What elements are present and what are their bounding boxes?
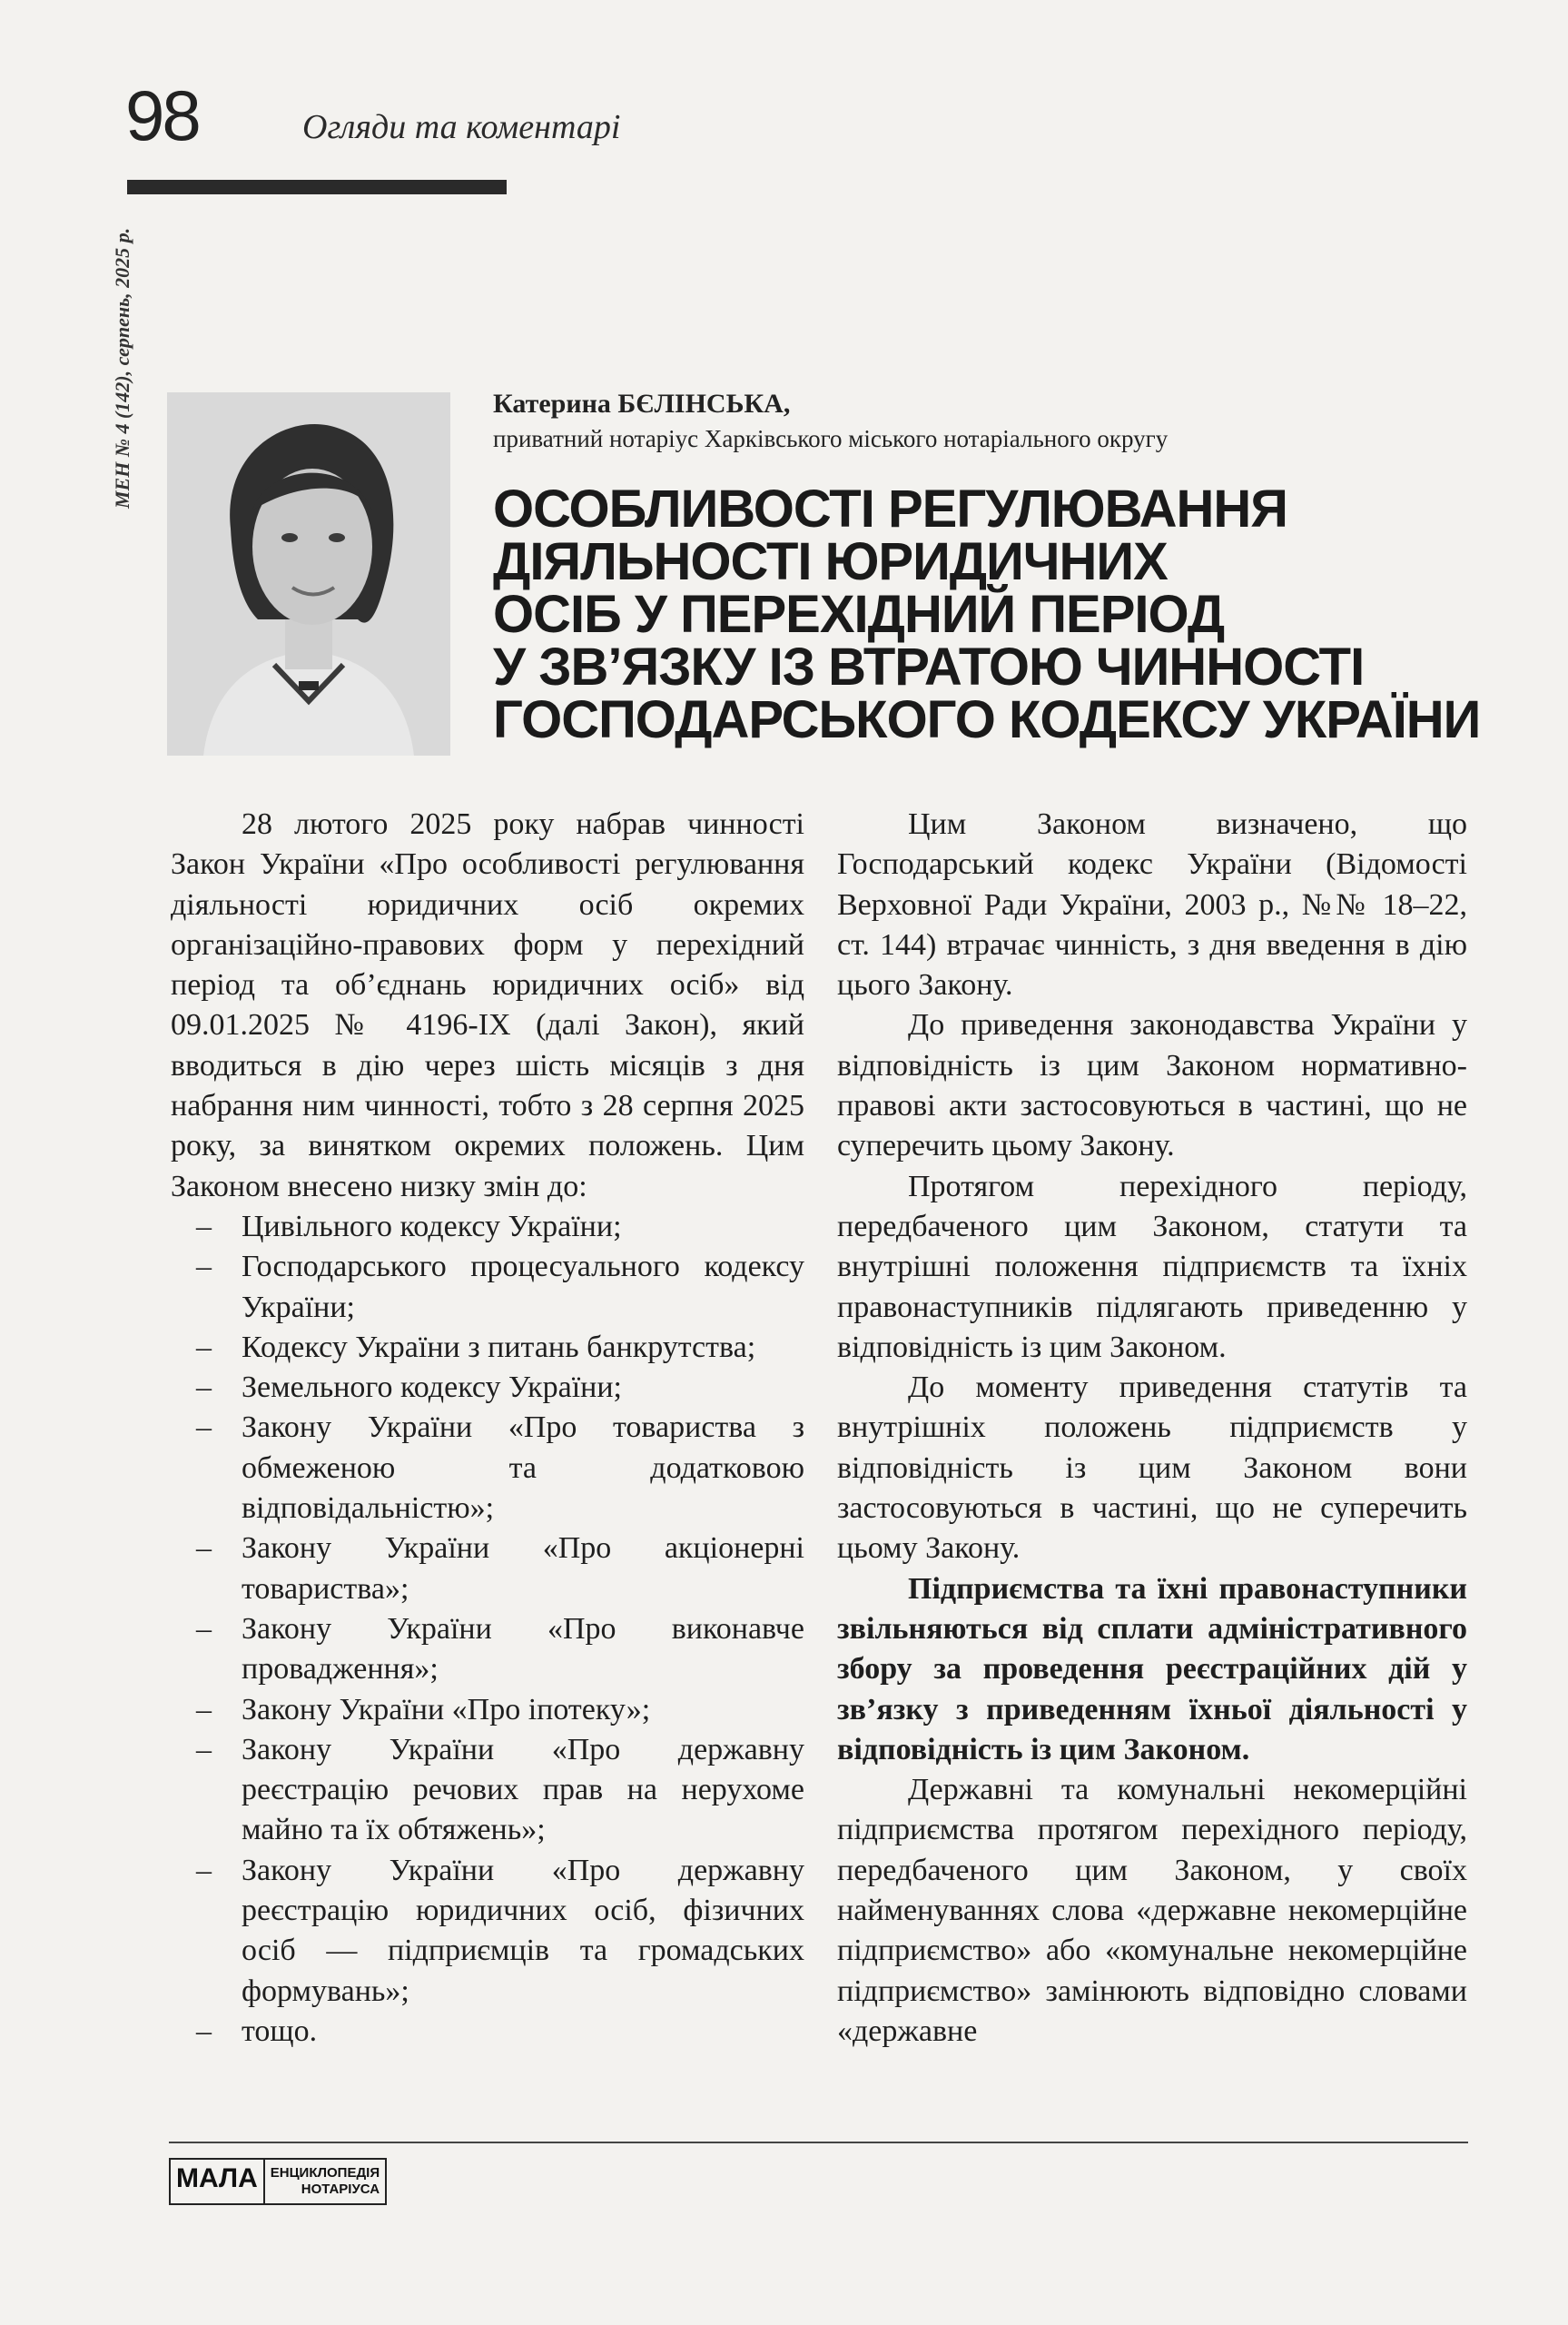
body-paragraph: До моменту приведення статутів та внутрішніх положень підприємств у відповідність із цим Законом вони застосовуються в частині, що не суперечить цьому Закону. <box>837 1370 1467 1566</box>
side-issue-label: МЕН № 4 (142), серпень, 2025 р. <box>111 227 133 509</box>
body-paragraph: Державні та комунальні некомерційні підприємства протягом перехідного періоду, передбаченого цим Законом, у своїх найменуваннях слова «державне некомерційне підприємство» або «комунальне некомерційне підприємство» замінюють відповідно словами «державне <box>837 1773 1467 2048</box>
list-item: – тощо. <box>171 2012 804 2052</box>
author-name: Катерина БЄЛІНСЬКА, <box>493 389 791 419</box>
list-item: – Земельного кодексу України; <box>171 1368 804 1408</box>
list-item: – Закону України «Про державну реєстрацію юридичних осіб, фізичних осіб — підприємців та громадських формувань»; <box>171 1851 804 2012</box>
article-title-line: ОСІБ У ПЕРЕХІДНИЙ ПЕРІОД <box>493 585 1225 644</box>
intro-paragraph: 28 лютого 2025 року набрав чинності Закон України «Про особливості регулювання діяльності юридичних осіб окремих організаційно-правових форм у перехідний період та об’єднань юридичних осіб» від 09.01.2025 № 4196-IX (далі Закон), який вводиться в дію через шість місяців з дня набрання ним чинності, тобто з 28 серпня 2025 року, за винятком окремих положень. Цим Законом внесено низку змін до: <box>171 807 804 1203</box>
article-title-line: У ЗВ’ЯЗКУ ІЗ ВТРАТОЮ ЧИННОСТІ <box>493 638 1365 697</box>
list-item: – Закону України «Про товариства з обмеженою та додатковою відповідальністю»; <box>171 1408 804 1529</box>
list-item: – Господарського процесуального кодексу України; <box>171 1247 804 1328</box>
list-item: – Закону України «Про державну реєстрацію речових прав на нерухоме майно та їх обтяжень»; <box>171 1730 804 1851</box>
footer-logo <box>169 2158 387 2205</box>
left-column <box>171 805 804 2052</box>
amended-laws-list <box>171 1207 804 2052</box>
right-column <box>837 805 1467 2052</box>
footer-rule <box>169 2142 1468 2143</box>
section-title: Огляди та коментарі <box>302 108 621 146</box>
body-paragraph: До приведення законодавства України у відповідність із цим Законом нормативно-правові акти застосовуються в частині, що не суперечить цьому Закону. <box>837 1008 1467 1163</box>
body-paragraph: Протягом перехідного періоду, передбаченого цим Законом, статути та внутрішні положення підприємств та їхніх правонаступників підлягають приведенню у відповідність із цим Законом. <box>837 1169 1467 1364</box>
logo-subtitle-line: ЕНЦИКЛОПЕДІЯ <box>270 2165 380 2181</box>
body-paragraph: Цим Законом визначено, що Господарський кодекс України (Відомості Верховної Ради України, 2003 р., №№ 18–22, ст. 144) втрачає чинність, з дня введення в дію цього Закону. <box>837 807 1467 1003</box>
author-portrait-image <box>167 392 450 756</box>
header-rule <box>127 180 507 194</box>
article-title <box>493 480 1481 749</box>
logo-subtitle-line: НОТАРІУСА <box>301 2182 380 2197</box>
list-item: – Кодексу України з питань банкрутства; <box>171 1328 804 1368</box>
page-number: 98 <box>125 75 199 155</box>
bold-paragraph: Підприємства та їхні правонаступники звільняються від сплати адміністративного збору за проведення реєстраційних дій у зв’язку з приведенням їхньої діяльності у відповідність із цим Законом. <box>837 1571 1467 1766</box>
logo-subtitle <box>265 2160 385 2203</box>
list-item: – Закону України «Про акціонерні товариства»; <box>171 1529 804 1609</box>
list-item: – Закону України «Про виконавче провадження»; <box>171 1609 804 1690</box>
author-role: приватний нотаріус Харківського міського нотаріального округу <box>493 425 1169 452</box>
list-item: – Закону України «Про іпотеку»; <box>171 1690 804 1730</box>
article-title-line: ГОСПОДАРСЬКОГО КОДЕКСУ УКРАЇНИ <box>493 690 1481 749</box>
logo-main-text: МАЛА <box>171 2160 265 2203</box>
list-item: – Цивільного кодексу України; <box>171 1207 804 1247</box>
article-title-line: ОСОБЛИВОСТІ РЕГУЛЮВАННЯ <box>493 480 1287 539</box>
author-photo <box>167 392 450 756</box>
article-title-line: ДІЯЛЬНОСТІ ЮРИДИЧНИХ <box>493 532 1168 591</box>
